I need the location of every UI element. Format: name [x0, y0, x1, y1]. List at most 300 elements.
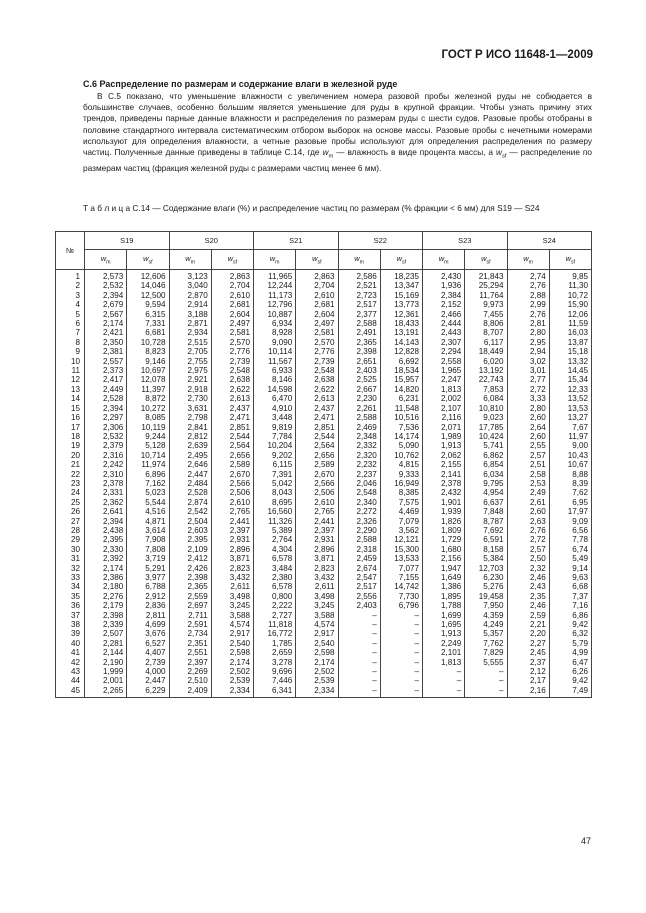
table-cell: 2,27 — [507, 639, 549, 648]
table-cell: 2,174 — [85, 564, 127, 573]
table-cell: 1,788 — [423, 601, 465, 610]
table-cell: 2,870 — [169, 291, 211, 300]
table-cell: 2,704 — [296, 281, 338, 290]
table-cell: 6,86 — [549, 611, 591, 620]
table-cell: 2,20 — [507, 629, 549, 638]
body-paragraph — [83, 91, 592, 174]
table-cell: 17,97 — [549, 507, 591, 516]
table-cell: 2,586 — [338, 270, 380, 282]
table-cell: 2,74 — [507, 270, 549, 282]
row-number: 25 — [56, 498, 85, 507]
table-cell: 6,034 — [465, 470, 507, 479]
table-row — [56, 357, 592, 366]
table-cell: 2,570 — [211, 338, 253, 347]
table-cell: 6,591 — [465, 535, 507, 544]
table-cell: 2,59 — [507, 611, 549, 620]
table-cell: 2,60 — [507, 413, 549, 422]
table-cell: 2,398 — [85, 611, 127, 620]
table-row — [56, 404, 592, 413]
table-cell: 7,853 — [465, 385, 507, 394]
table-cell: 18,534 — [380, 366, 422, 375]
table-cell: 2,179 — [85, 601, 127, 610]
table-cell: 6,527 — [127, 639, 169, 648]
table-cell: 2,365 — [338, 338, 380, 347]
row-number: 18 — [56, 432, 85, 441]
table-cell: 9,42 — [549, 676, 591, 685]
table-cell: 2,269 — [169, 667, 211, 676]
table-cell: 2,521 — [338, 281, 380, 290]
table-row — [56, 639, 592, 648]
table-cell: 2,557 — [85, 357, 127, 366]
var-subscript: m — [359, 259, 365, 266]
table-cell: 6,854 — [465, 460, 507, 469]
table-cell: 4,249 — [465, 620, 507, 629]
table-row — [56, 667, 592, 676]
table-cell: 5,090 — [380, 441, 422, 450]
row-number: 5 — [56, 310, 85, 319]
table-cell: 2,469 — [338, 423, 380, 432]
table-cell: 2,931 — [211, 535, 253, 544]
table-cell: 2,548 — [338, 488, 380, 497]
var-symbol: w — [312, 253, 318, 263]
row-number: 31 — [56, 554, 85, 563]
table-row — [56, 658, 592, 667]
table-cell: 2,339 — [85, 620, 127, 629]
table-cell: 2,812 — [169, 432, 211, 441]
table-row — [56, 300, 592, 309]
table-cell: 2,776 — [211, 347, 253, 356]
table-cell: 2,72 — [507, 535, 549, 544]
table-cell: 2,547 — [338, 573, 380, 582]
table-cell: – — [338, 620, 380, 629]
table-row — [56, 564, 592, 573]
table-cell: 11,965 — [254, 270, 296, 282]
table-cell: 15,90 — [549, 300, 591, 309]
table-cell: 2,921 — [169, 375, 211, 384]
table-cell: 6,74 — [549, 545, 591, 554]
header-wsf — [465, 250, 507, 270]
table-cell: 2,681 — [211, 300, 253, 309]
table-cell: 3,871 — [211, 554, 253, 563]
table-cell: 2,306 — [85, 423, 127, 432]
table-cell: 2,548 — [296, 366, 338, 375]
table-cell: – — [380, 620, 422, 629]
row-number: 40 — [56, 639, 85, 648]
table-cell: 2,449 — [85, 385, 127, 394]
table-row — [56, 629, 592, 638]
table-cell: 2,604 — [296, 310, 338, 319]
table-cell: 10,272 — [127, 404, 169, 413]
table-cell: 1,939 — [423, 507, 465, 516]
table-cell: 2,141 — [423, 470, 465, 479]
table-cell: 4,574 — [296, 620, 338, 629]
table-cell: 5,741 — [465, 441, 507, 450]
table-cell: 7,762 — [465, 639, 507, 648]
row-number: 8 — [56, 338, 85, 347]
table-cell: 10,810 — [465, 404, 507, 413]
table-row — [56, 423, 592, 432]
table-cell: 6,68 — [549, 582, 591, 591]
table-cell: 2,72 — [507, 385, 549, 394]
table-cell: 10,762 — [380, 451, 422, 460]
table-cell: 2,697 — [169, 601, 211, 610]
table-cell: 2,76 — [507, 526, 549, 535]
table-cell: 2,613 — [296, 394, 338, 403]
table-cell: 5,042 — [254, 479, 296, 488]
table-cell: 2,297 — [85, 413, 127, 422]
table-row — [56, 291, 592, 300]
table-cell: 3,432 — [211, 573, 253, 582]
table-cell: 2,651 — [338, 357, 380, 366]
table-cell: 2,378 — [423, 479, 465, 488]
table-cell: 2,528 — [85, 394, 127, 403]
table-cell: 10,516 — [380, 413, 422, 422]
table-cell: 2,247 — [423, 375, 465, 384]
table-row — [56, 554, 592, 563]
table-cell: 2,558 — [423, 357, 465, 366]
table-cell: 3,02 — [507, 357, 549, 366]
table-cell: 2,491 — [338, 328, 380, 337]
paragraph-text: — распределение по размерам частиц (фракция железной руды с размерами частиц менее 6 мм). — [83, 147, 592, 173]
table-cell: 2,326 — [338, 517, 380, 526]
table-cell: 7,784 — [254, 432, 296, 441]
table-row — [56, 582, 592, 591]
var-subscript: sf — [402, 259, 407, 266]
table-cell: 2,101 — [423, 648, 465, 657]
paragraph-sub: sf — [501, 153, 507, 160]
table-cell: 2,261 — [338, 404, 380, 413]
var-subscript: m — [190, 259, 196, 266]
table-cell: 2,502 — [296, 667, 338, 676]
table-cell: 10,728 — [127, 338, 169, 347]
table-cell: 2,426 — [169, 564, 211, 573]
table-cell: 6,578 — [254, 582, 296, 591]
var-subscript: sf — [486, 259, 491, 266]
table-cell: 2,704 — [211, 281, 253, 290]
subheader-row — [56, 250, 592, 270]
table-cell: 4,910 — [254, 404, 296, 413]
table-cell: 2,670 — [211, 470, 253, 479]
table-cell: 2,180 — [85, 582, 127, 591]
table-cell: 11,974 — [127, 460, 169, 469]
row-number: 1 — [56, 270, 85, 282]
header-wm — [338, 250, 380, 270]
table-cell: 12,06 — [549, 310, 591, 319]
table-row — [56, 460, 592, 469]
table-cell: 2,378 — [85, 479, 127, 488]
table-cell: 3,278 — [254, 658, 296, 667]
table-cell: – — [380, 639, 422, 648]
table-cell: 3,040 — [169, 281, 211, 290]
table-cell: 2,798 — [169, 413, 211, 422]
table-cell: 2,58 — [507, 470, 549, 479]
table-cell: 0,800 — [254, 592, 296, 601]
table-cell: 2,265 — [85, 686, 127, 698]
table-cell: 2,610 — [296, 498, 338, 507]
table-cell: 2,551 — [169, 648, 211, 657]
table-cell: 2,397 — [169, 658, 211, 667]
table-cell: 13,27 — [549, 413, 591, 422]
table-cell: 2,421 — [85, 328, 127, 337]
var-symbol: w — [185, 253, 191, 263]
table-cell: 2,242 — [85, 460, 127, 469]
table-cell: 2,386 — [85, 573, 127, 582]
table-cell: – — [338, 676, 380, 685]
table-cell: 2,394 — [85, 517, 127, 526]
header-ship: S21 — [254, 232, 339, 250]
table-cell: 6,229 — [127, 686, 169, 698]
table-cell: 2,174 — [85, 319, 127, 328]
table-cell: 6,862 — [465, 451, 507, 460]
table-cell: 12,121 — [380, 535, 422, 544]
table-cell: 7,446 — [254, 676, 296, 685]
table-row — [56, 535, 592, 544]
table-cell: 1,699 — [423, 611, 465, 620]
table-cell: 10,114 — [254, 347, 296, 356]
table-cell: 6,26 — [549, 667, 591, 676]
table-cell: 2,823 — [296, 564, 338, 573]
table-cell: 11,397 — [127, 385, 169, 394]
table-cell: 9,202 — [254, 451, 296, 460]
table-cell: 9,973 — [465, 300, 507, 309]
table-row — [56, 479, 592, 488]
table-cell: 2,409 — [169, 686, 211, 698]
table-cell: 8,158 — [465, 545, 507, 554]
table-cell: 18,433 — [380, 319, 422, 328]
table-cell: 10,43 — [549, 451, 591, 460]
row-number: 22 — [56, 470, 85, 479]
table-cell: 12,361 — [380, 310, 422, 319]
table-row — [56, 545, 592, 554]
table-cell: 2,403 — [338, 366, 380, 375]
table-cell: 2,506 — [296, 488, 338, 497]
table-cell: 2,174 — [211, 658, 253, 667]
table-cell: 2,384 — [423, 291, 465, 300]
table-cell: 2,667 — [338, 385, 380, 394]
table-cell: 2,57 — [507, 451, 549, 460]
row-number: 41 — [56, 648, 85, 657]
table-cell: 2,310 — [85, 470, 127, 479]
table-cell: 2,917 — [296, 629, 338, 638]
table-cell: 16,949 — [380, 479, 422, 488]
table-row — [56, 573, 592, 582]
table-cell: 2,37 — [507, 658, 549, 667]
row-number: 11 — [56, 366, 85, 375]
table-cell: 9,819 — [254, 423, 296, 432]
var-subscript: m — [106, 259, 111, 266]
table-row — [56, 270, 592, 282]
table-cell: 9,00 — [549, 441, 591, 450]
table-cell: 9,244 — [127, 432, 169, 441]
row-number: 24 — [56, 488, 85, 497]
table-cell: – — [423, 667, 465, 676]
table-cell: 11,30 — [549, 281, 591, 290]
table-cell: 8,88 — [549, 470, 591, 479]
table-cell: 2,705 — [169, 347, 211, 356]
row-number: 17 — [56, 423, 85, 432]
table-cell: 8,043 — [254, 488, 296, 497]
table-cell: 14,820 — [380, 385, 422, 394]
table-cell: 2,466 — [423, 310, 465, 319]
table-cell: 2,540 — [211, 639, 253, 648]
table-cell: 2,49 — [507, 488, 549, 497]
table-cell: 2,544 — [296, 432, 338, 441]
table-cell: 2,316 — [85, 451, 127, 460]
table-cell: 3,562 — [380, 526, 422, 535]
table-cell: 2,975 — [169, 366, 211, 375]
header-wm — [85, 250, 127, 270]
table-cell: 5,544 — [127, 498, 169, 507]
table-cell: 2,591 — [169, 620, 211, 629]
table-cell: 2,331 — [85, 488, 127, 497]
section-title: С.6 Распределение по размерам и содержание влаги в железной руде — [83, 79, 398, 89]
table-cell: 2,610 — [211, 498, 253, 507]
table-cell: 2,495 — [169, 451, 211, 460]
row-number: 32 — [56, 564, 85, 573]
table-cell: 15,34 — [549, 375, 591, 384]
table-cell: 12,828 — [380, 347, 422, 356]
table-cell: 2,581 — [296, 328, 338, 337]
table-cell: 2,002 — [423, 394, 465, 403]
table-cell: 2,351 — [169, 639, 211, 648]
table-cell: 9,090 — [254, 338, 296, 347]
table-cell: 2,896 — [211, 545, 253, 554]
table-cell: 2,730 — [169, 394, 211, 403]
table-cell: 13,347 — [380, 281, 422, 290]
table-cell: 18,235 — [380, 270, 422, 282]
header-ship: S19 — [85, 232, 170, 250]
paragraph-var: w — [322, 147, 329, 158]
table-cell: 2,365 — [169, 582, 211, 591]
table-cell: 3,498 — [211, 592, 253, 601]
paragraph-text: — влажность в виде процента массы, а — [333, 147, 496, 158]
table-cell: 2,564 — [211, 441, 253, 450]
table-cell: 2,76 — [507, 281, 549, 290]
row-number: 4 — [56, 300, 85, 309]
header-wm — [507, 250, 549, 270]
table-cell: 2,001 — [85, 676, 127, 685]
table-cell: 2,739 — [296, 357, 338, 366]
var-symbol: w — [269, 253, 276, 263]
table-cell: 2,610 — [296, 291, 338, 300]
table-cell: 2,350 — [85, 338, 127, 347]
table-cell: 9,594 — [127, 300, 169, 309]
table-cell: 2,613 — [211, 394, 253, 403]
table-cell: 15,300 — [380, 545, 422, 554]
table-cell: 9,42 — [549, 620, 591, 629]
table-cell: – — [465, 676, 507, 685]
table-cell: 2,64 — [507, 423, 549, 432]
table-cell: 1,913 — [423, 629, 465, 638]
table-cell: 2,544 — [211, 432, 253, 441]
table-cell: 2,60 — [507, 432, 549, 441]
table-row — [56, 310, 592, 319]
table-cell: 2,556 — [338, 592, 380, 601]
table-cell: 7,67 — [549, 423, 591, 432]
table-cell: 6,084 — [465, 394, 507, 403]
table-row — [56, 451, 592, 460]
table-cell: 2,504 — [169, 517, 211, 526]
paragraph-var: w — [495, 147, 502, 158]
header-wsf — [211, 250, 253, 270]
table-cell: 2,377 — [338, 310, 380, 319]
table-cell: 2,507 — [85, 629, 127, 638]
row-number: 26 — [56, 507, 85, 516]
table-cell: – — [338, 639, 380, 648]
table-cell: 1,826 — [423, 517, 465, 526]
row-number: 34 — [56, 582, 85, 591]
page-number: 47 — [580, 836, 591, 846]
table-cell: 2,95 — [507, 338, 549, 347]
table-cell: 11,764 — [465, 291, 507, 300]
table-cell: 8,928 — [254, 328, 296, 337]
table-cell: 2,765 — [211, 507, 253, 516]
table-cell: 7,079 — [380, 517, 422, 526]
table-cell: 2,109 — [169, 545, 211, 554]
table-cell: 4,574 — [211, 620, 253, 629]
table-cell: 6,231 — [380, 394, 422, 403]
table-cell: 3,588 — [211, 611, 253, 620]
table-cell: 12,244 — [254, 281, 296, 290]
table-cell: 2,681 — [296, 300, 338, 309]
row-number: 9 — [56, 347, 85, 356]
table-cell: 6,47 — [549, 658, 591, 667]
table-cell: 7,62 — [549, 488, 591, 497]
table-cell: 8,872 — [127, 394, 169, 403]
table-cell: 2,330 — [85, 545, 127, 554]
table-cell: 2,484 — [169, 479, 211, 488]
table-cell: 2,395 — [85, 535, 127, 544]
table-cell: 1,999 — [85, 667, 127, 676]
table-cell: 9,333 — [380, 470, 422, 479]
table-cell: 2,437 — [296, 404, 338, 413]
table-cell: 10,72 — [549, 291, 591, 300]
table-cell: 2,230 — [338, 394, 380, 403]
table-row — [56, 648, 592, 657]
table-cell: 2,071 — [423, 423, 465, 432]
table-cell: 2,638 — [211, 375, 253, 384]
table-cell: 6,788 — [127, 582, 169, 591]
table-cell: 7,808 — [127, 545, 169, 554]
table-cell: 13,87 — [549, 338, 591, 347]
table-cell: 5,389 — [254, 526, 296, 535]
table-cell: 2,397 — [296, 526, 338, 535]
table-cell: 2,432 — [423, 488, 465, 497]
table-cell: 2,532 — [85, 432, 127, 441]
table-cell: 3,977 — [127, 573, 169, 582]
table-cell: 3,448 — [254, 413, 296, 422]
table-cell: 9,09 — [549, 517, 591, 526]
table-row — [56, 338, 592, 347]
table-cell: 2,679 — [85, 300, 127, 309]
table-cell: 2,917 — [211, 629, 253, 638]
table-cell: 2,566 — [296, 479, 338, 488]
row-number: 19 — [56, 441, 85, 450]
table-cell: 7,391 — [254, 470, 296, 479]
row-number: 23 — [56, 479, 85, 488]
table-cell: 1,901 — [423, 498, 465, 507]
paragraph-text: В С.5 показано, что уменьшение влажности с увеличением номера разовой пробы железной руды не собюдается в большинстве случаев, особенно большим является уменьшение для руды в крупной фракции. Чтобы узнать причину этих трендов, приведены парные данные влажности и распределения по размерам руды с шести судов. Разовые пробы отобраны в половине стандартного интервала систематическим отбором выборок на основе массы. Разовые пробы с нечетными номерами используют для определения влажности, а четные разовые пробы используют для определения распределения по размеру частиц. Полученные данные приведены в таблице С.14, где — [83, 91, 592, 158]
table-cell: 2,764 — [254, 535, 296, 544]
table-cell: 13,192 — [465, 366, 507, 375]
table-cell: 6,796 — [380, 601, 422, 610]
table-cell: 2,559 — [169, 592, 211, 601]
table-cell: 6,637 — [465, 498, 507, 507]
table-cell: 3,631 — [169, 404, 211, 413]
table-cell: 25,294 — [465, 281, 507, 290]
table-cell: 4,699 — [127, 620, 169, 629]
table-cell: 5,023 — [127, 488, 169, 497]
